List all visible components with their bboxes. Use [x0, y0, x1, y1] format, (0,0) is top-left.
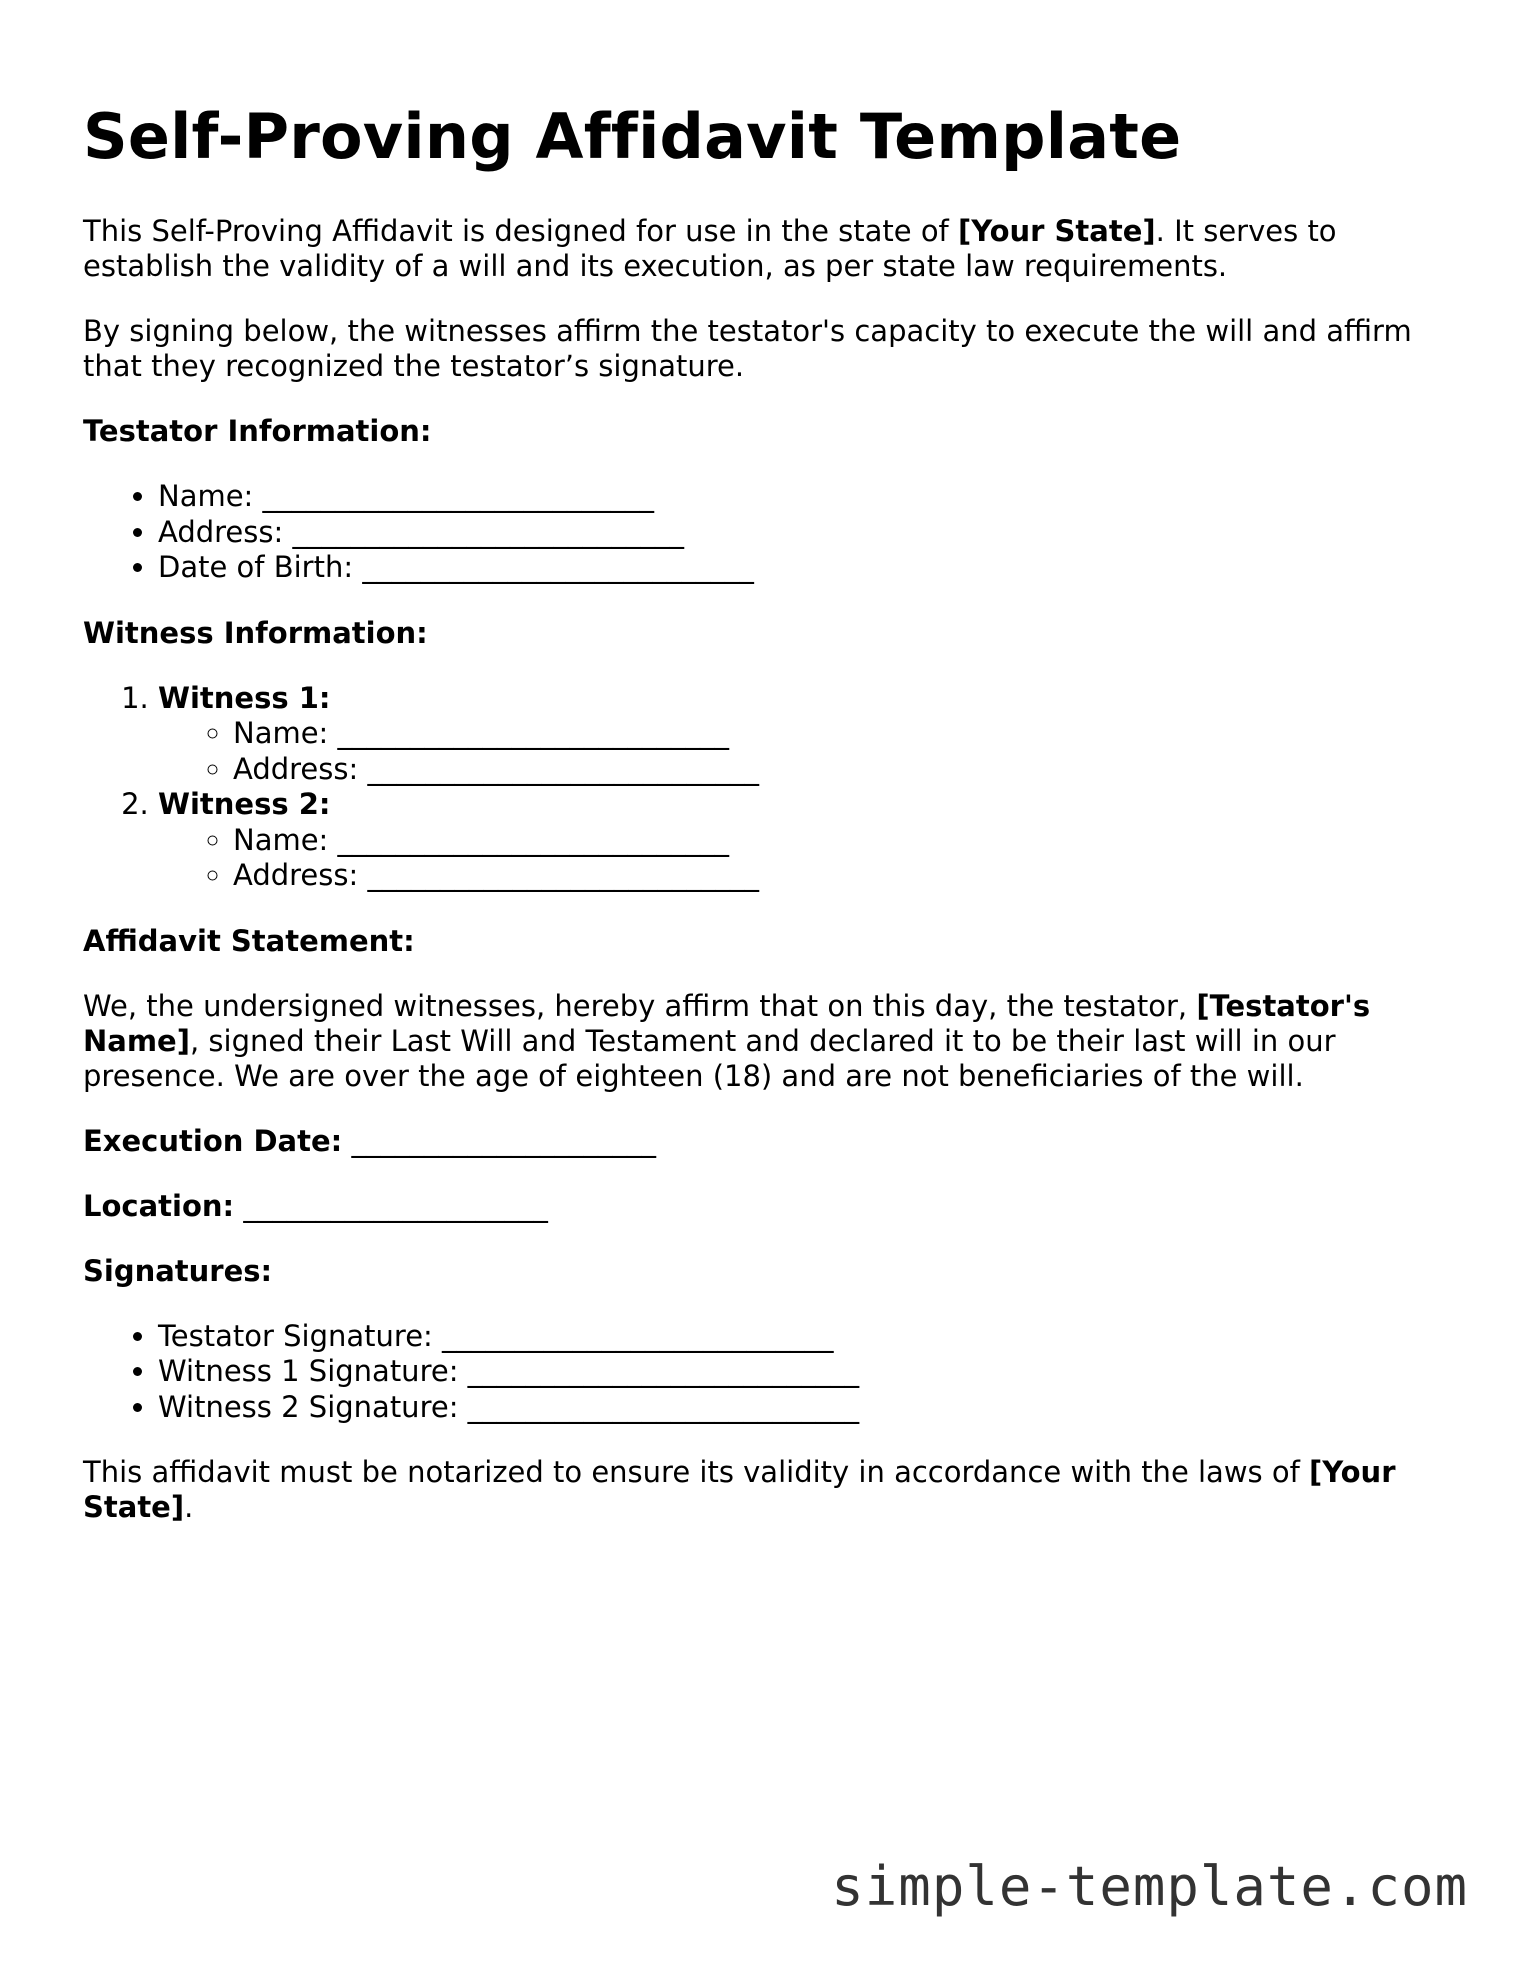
testator-name-field[interactable]: • Name: ___________________________ [158, 479, 1443, 515]
witness-heading: Witness Information: [83, 615, 428, 650]
intro-paragraph-1 [83, 214, 1443, 284]
testator-dob-field[interactable]: • Date of Birth: ___________________________ [158, 550, 1443, 586]
witness-2-fields [158, 823, 1443, 894]
state-placeholder: [Your State] [957, 214, 1156, 249]
watermark: simple-template.com [831, 1855, 1468, 1918]
witness-1-name-field[interactable]: ◦ Name: ___________________________ [233, 716, 1443, 752]
statement-heading: Affidavit Statement: [83, 923, 415, 958]
intro-text-pre: This Self-Proving Affidavit is designed for use in the state of [83, 214, 958, 249]
statement-paragraph [83, 989, 1443, 1094]
closing-paragraph [83, 1455, 1443, 1525]
witness-2-address-field[interactable]: ◦ Address: ___________________________ [233, 858, 1443, 894]
closing-state-placeholder: [Your State] [83, 1455, 1396, 1525]
location-line[interactable] [83, 1189, 1443, 1224]
statement-text-pre: We, the undersigned witnesses, hereby affirm that on this day, the testator, [83, 988, 1197, 1023]
location-blank[interactable]: _____________________ [234, 1188, 548, 1223]
intro-paragraph-2: By signing below, the witnesses affirm the testator's capacity to execute the will and affirm that they recognized the testator’s signature. [83, 314, 1412, 384]
execution-date-label: Execution Date: [83, 1123, 343, 1158]
signatures-heading: Signatures: [83, 1253, 273, 1288]
execution-date-line[interactable] [83, 1124, 1443, 1159]
witness-1-fields [158, 716, 1443, 787]
testator-fields-list [83, 479, 1443, 586]
document-page [83, 100, 1443, 1525]
witness-2-name-field[interactable]: ◦ Name: ___________________________ [233, 823, 1443, 859]
closing-text-post: . [184, 1490, 194, 1525]
document-title: Self-Proving Affidavit Template [83, 100, 1182, 173]
testator-heading: Testator Information: [83, 414, 432, 449]
witness-1-item [158, 681, 1443, 788]
testator-address-field[interactable]: • Address: ___________________________ [158, 515, 1443, 551]
statement-text-post: , signed their Last Will and Testament and declared it to be their last will in our presence. We are over the age of eighteen (18) and are not beneficiaries of the will. [83, 1023, 1336, 1093]
witness-2-label: Witness 2: [158, 787, 331, 822]
witness-1-address-field[interactable]: ◦ Address: ___________________________ [233, 752, 1443, 788]
witness-2-item [158, 787, 1443, 894]
signatures-list [83, 1319, 1443, 1426]
intro-text-post: . It serves to establish the validity of a will and its execution, as per state law requirements. [83, 214, 1337, 284]
witness-2-signature-field[interactable]: • Witness 2 Signature: ___________________________ [158, 1390, 1443, 1426]
witness-list [83, 681, 1443, 894]
execution-date-blank[interactable]: _____________________ [342, 1123, 656, 1158]
testator-name-placeholder: [Testator's Name] [83, 988, 1371, 1058]
testator-signature-field[interactable]: • Testator Signature: ___________________________ [158, 1319, 1443, 1355]
closing-text-pre: This affidavit must be notarized to ensure its validity in accordance with the laws of [83, 1455, 1310, 1490]
witness-1-label: Witness 1: [158, 680, 331, 715]
witness-1-signature-field[interactable]: • Witness 1 Signature: ___________________________ [158, 1354, 1443, 1390]
location-label: Location: [83, 1188, 235, 1223]
